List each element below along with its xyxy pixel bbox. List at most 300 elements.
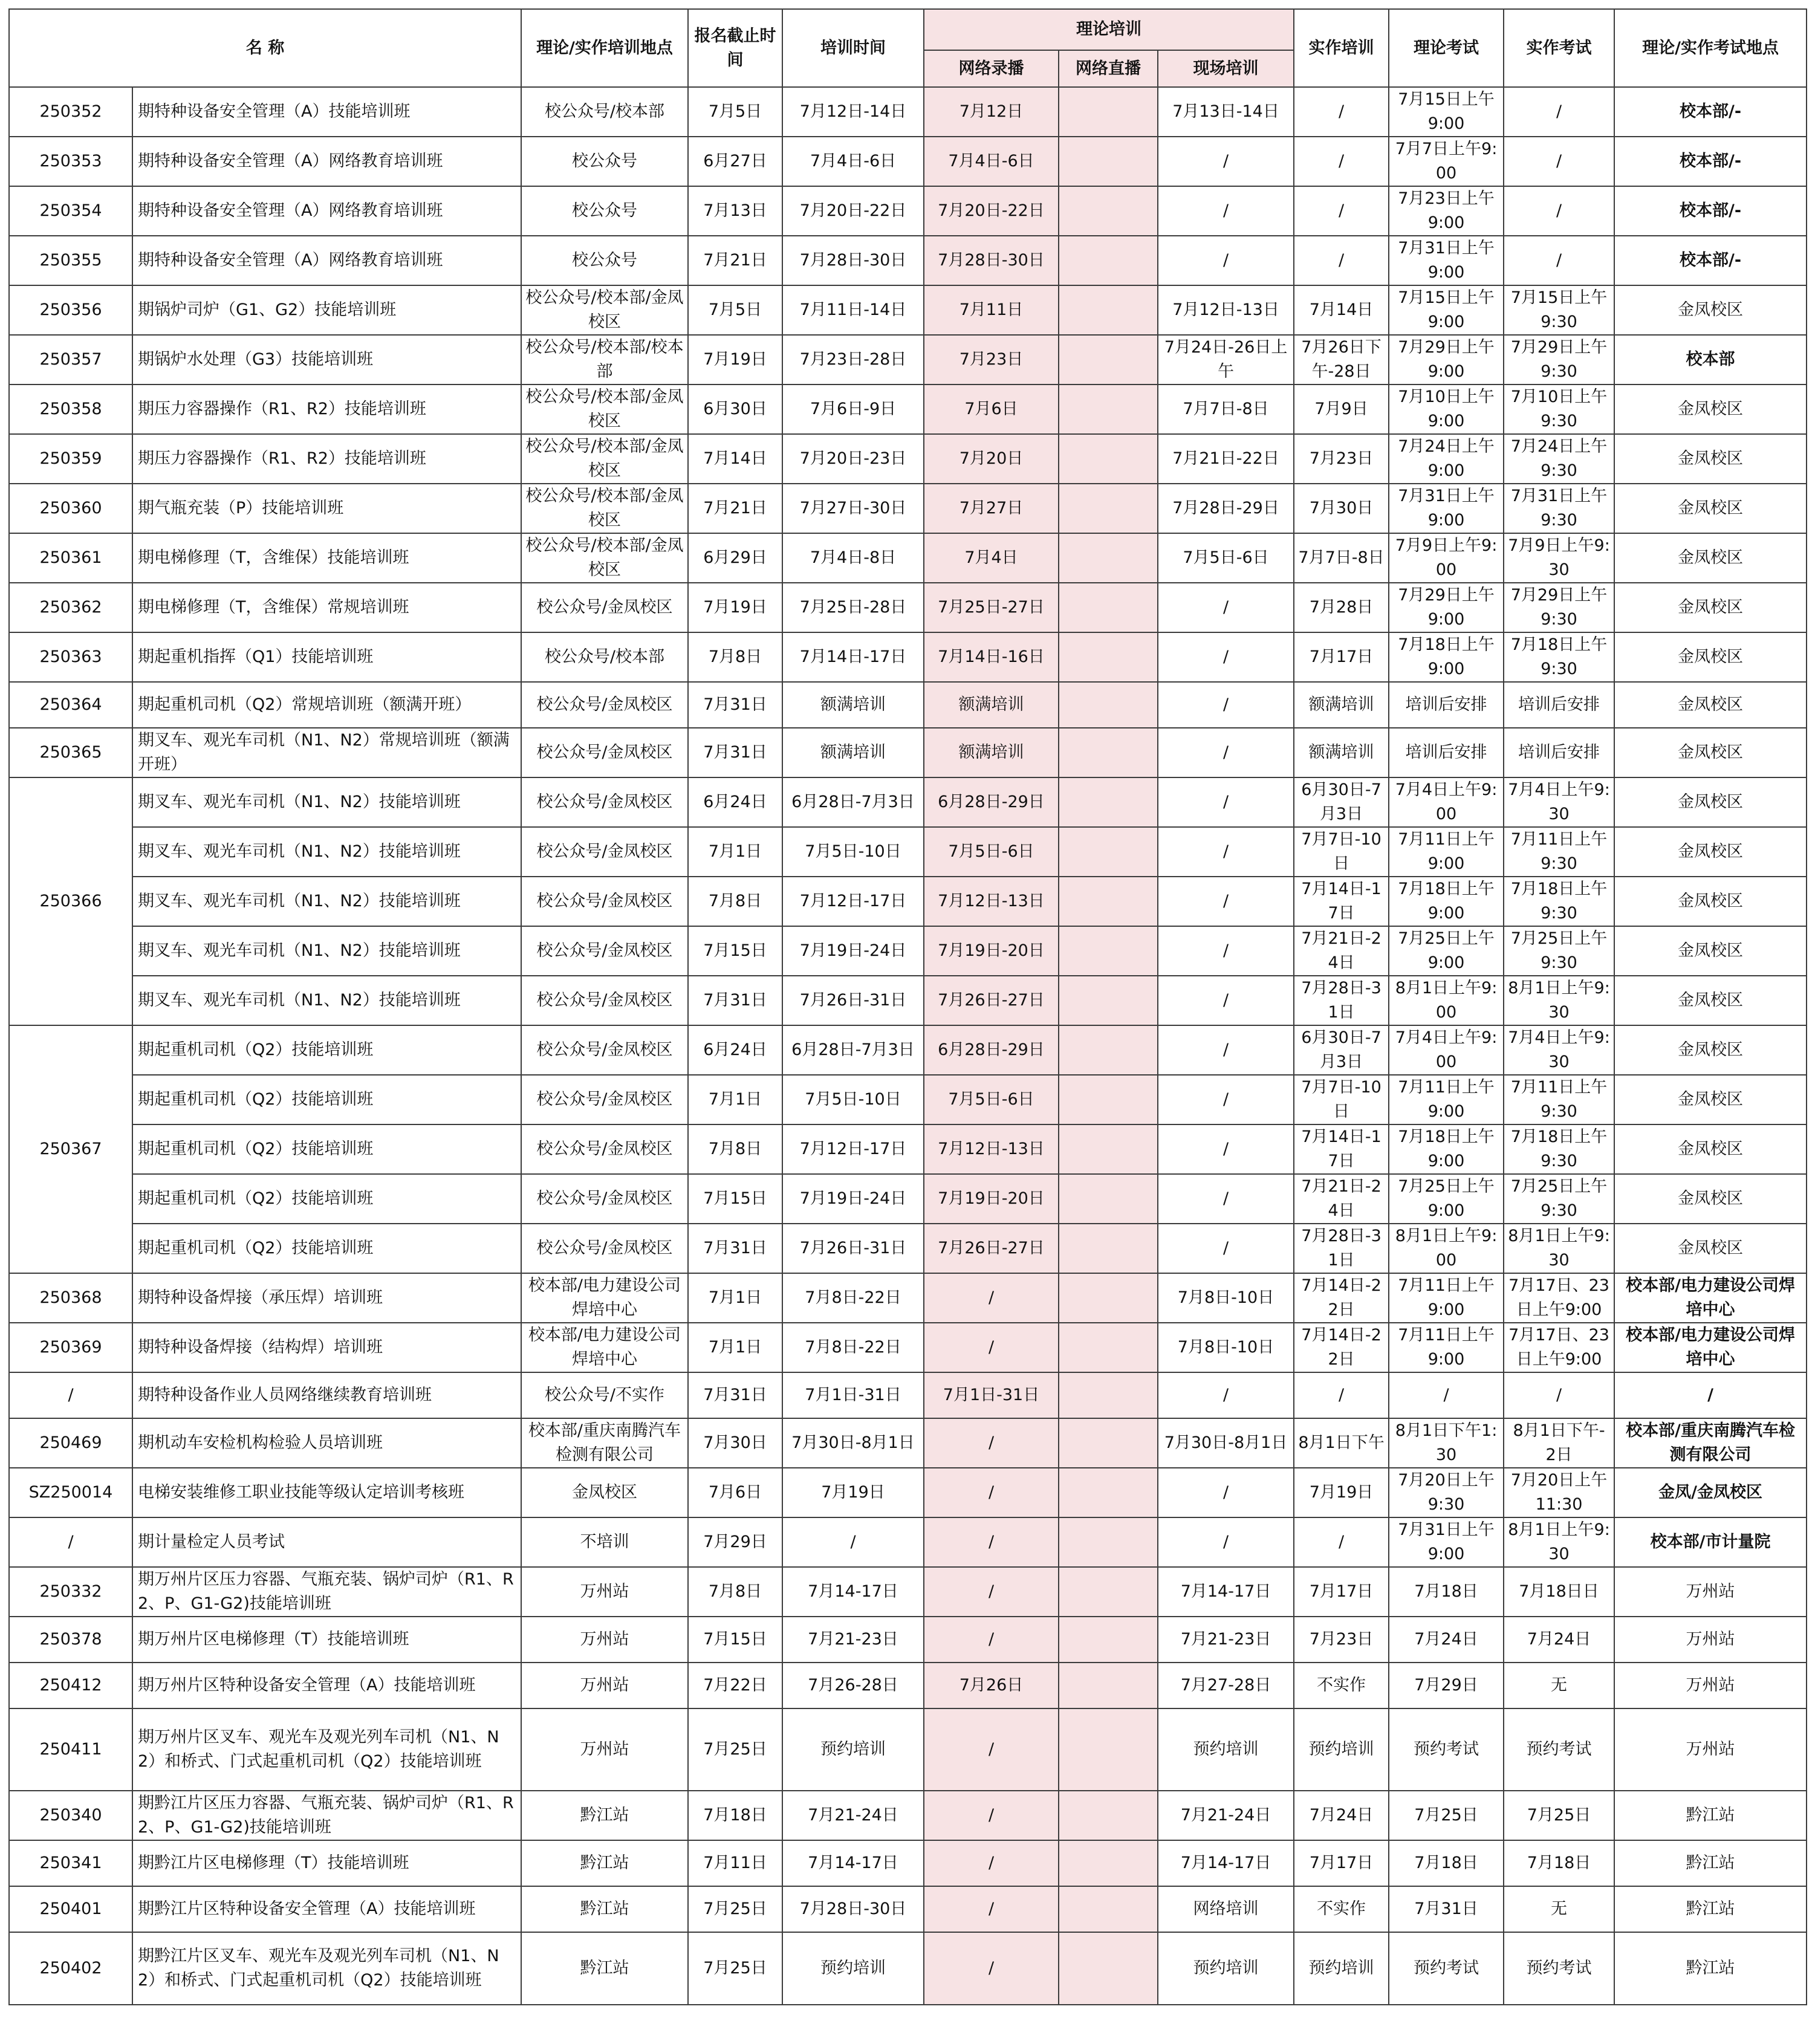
cell-online-recorded: 7月4日-6日 [924,137,1059,186]
cell-practical-training: 7月28日 [1294,583,1389,632]
cell-online-live [1059,87,1158,137]
cell-online-live [1059,1517,1158,1567]
cell-deadline: 7月25日 [688,1886,782,1932]
cell-deadline: 7月21日 [688,484,782,533]
cell-code: 250360 [9,484,132,533]
table-row [9,533,1807,583]
cell-online-recorded: 7月5日-6日 [924,827,1059,877]
cell-onsite: 7月27-28日 [1158,1663,1294,1708]
cell-theory-exam: 7月31日上午9:00 [1389,1517,1504,1567]
cell-name: 期万州片区电梯修理（T）技能培训班 [132,1617,521,1663]
cell-onsite: 7月13日-14日 [1158,87,1294,137]
cell-train-time: 6月28日-7月3日 [782,1025,924,1075]
cell-name: 期起重机司机（Q2）技能培训班 [132,1025,521,1075]
table-row [9,87,1807,137]
cell-theory-exam: 培训后安排 [1389,728,1504,777]
cell-online-live [1059,632,1158,682]
cell-online-live [1059,1932,1158,2005]
cell-theory-exam: 7月11日上午9:00 [1389,1075,1504,1124]
cell-practical-training: 预约培训 [1294,1932,1389,2005]
cell-deadline: 7月8日 [688,1124,782,1174]
cell-train-time: 7月19日-24日 [782,926,924,976]
cell-online-live [1059,137,1158,186]
cell-name: 期特种设备焊接（结构焊）培训班 [132,1323,521,1372]
cell-location: 万州站 [521,1617,688,1663]
cell-practical-exam: 7月11日上午9:30 [1504,827,1614,877]
cell-practical-training: 7月17日 [1294,632,1389,682]
cell-onsite: / [1158,1124,1294,1174]
cell-practical-exam: 7月11日上午9:30 [1504,1075,1614,1124]
cell-practical-training: 7月19日 [1294,1468,1389,1517]
cell-online-live [1059,682,1158,728]
cell-onsite: 7月7日-8日 [1158,384,1294,434]
table-row [9,728,1807,777]
cell-practical-training: / [1294,186,1389,236]
cell-online-recorded: 7月12日-13日 [924,877,1059,926]
table-row [9,1418,1807,1468]
table-body [9,87,1807,2005]
cell-online-recorded: 6月28日-29日 [924,1025,1059,1075]
cell-practical-exam: 7月24日 [1504,1617,1614,1663]
cell-name: 期起重机司机（Q2）技能培训班 [132,1174,521,1224]
cell-train-time: 7月28日-30日 [782,236,924,285]
cell-code: 250412 [9,1663,132,1708]
cell-practical-training: 6月30日-7月3日 [1294,777,1389,827]
cell-theory-exam: 7月4日上午9:00 [1389,1025,1504,1075]
cell-onsite: 7月21-23日 [1158,1617,1294,1663]
cell-onsite: / [1158,976,1294,1025]
cell-deadline: 7月14日 [688,434,782,484]
cell-theory-exam: 7月29日上午9:00 [1389,583,1504,632]
cell-code: 250356 [9,285,132,335]
table-row [9,1840,1807,1886]
cell-deadline: 6月30日 [688,384,782,434]
cell-online-live [1059,583,1158,632]
cell-online-live [1059,484,1158,533]
table-row [9,682,1807,728]
cell-theory-exam: 8月1日上午9:00 [1389,976,1504,1025]
cell-train-time: 7月14-17日 [782,1840,924,1886]
cell-location: 万州站 [521,1708,688,1791]
cell-location: 校公众号 [521,137,688,186]
table-row [9,285,1807,335]
cell-name: 期叉车、观光车司机（N1、N2）技能培训班 [132,877,521,926]
cell-code: 250363 [9,632,132,682]
cell-code: 250352 [9,87,132,137]
cell-location: 校公众号/校本部 [521,632,688,682]
cell-online-recorded: 7月20日 [924,434,1059,484]
cell-onsite: 7月14-17日 [1158,1840,1294,1886]
cell-theory-exam: 7月25日上午9:00 [1389,1174,1504,1224]
cell-train-time: / [782,1517,924,1567]
cell-exam-location: 金凤校区 [1614,583,1807,632]
cell-exam-location: 金凤校区 [1614,976,1807,1025]
header-exam-location: 理论/实作考试地点 [1614,9,1807,87]
table-row [9,1468,1807,1517]
cell-practical-exam: 培训后安排 [1504,682,1614,728]
cell-deadline: 7月1日 [688,1323,782,1372]
cell-exam-location: 万州站 [1614,1708,1807,1791]
cell-online-live [1059,1617,1158,1663]
cell-location: 校公众号/校本部/校本部 [521,335,688,384]
cell-exam-location: 校本部 [1614,335,1807,384]
cell-theory-exam: 7月31日上午9:00 [1389,236,1504,285]
cell-name: 期黔江片区特种设备安全管理（A）技能培训班 [132,1886,521,1932]
cell-name: 期特种设备安全管理（A）网络教育培训班 [132,137,521,186]
cell-code: 250365 [9,728,132,777]
cell-online-recorded: 7月19日-20日 [924,1174,1059,1224]
cell-train-time: 预约培训 [782,1932,924,2005]
cell-theory-exam: 7月20日上午9:30 [1389,1468,1504,1517]
cell-online-recorded: / [924,1418,1059,1468]
cell-onsite: 7月30日-8月1日 [1158,1418,1294,1468]
cell-code: 250361 [9,533,132,583]
cell-onsite: / [1158,777,1294,827]
cell-location: 校公众号/金凤校区 [521,827,688,877]
cell-onsite: / [1158,186,1294,236]
cell-online-recorded: 7月19日-20日 [924,926,1059,976]
cell-location: 黔江站 [521,1886,688,1932]
cell-code: 250357 [9,335,132,384]
cell-online-recorded: 7月14日-16日 [924,632,1059,682]
cell-theory-exam: 7月18日上午9:00 [1389,632,1504,682]
cell-train-time: 预约培训 [782,1708,924,1791]
cell-code: / [9,1517,132,1567]
cell-exam-location: 黔江站 [1614,1932,1807,2005]
cell-online-live [1059,1663,1158,1708]
table-row [9,877,1807,926]
cell-deadline: 7月31日 [688,1224,782,1273]
cell-onsite: / [1158,1075,1294,1124]
cell-deadline: 7月15日 [688,1617,782,1663]
cell-online-live [1059,186,1158,236]
cell-location: 金凤校区 [521,1468,688,1517]
cell-location: 校公众号 [521,186,688,236]
cell-code: 250362 [9,583,132,632]
cell-name: 期万州片区特种设备安全管理（A）技能培训班 [132,1663,521,1708]
cell-practical-exam: 8月1日上午9:30 [1504,1224,1614,1273]
table-row [9,583,1807,632]
cell-location: 校公众号/金凤校区 [521,976,688,1025]
cell-deadline: 7月31日 [688,976,782,1025]
header-train-time: 培训时间 [782,9,924,87]
cell-practical-exam: 7月4日上午9:30 [1504,1025,1614,1075]
cell-deadline: 7月6日 [688,1468,782,1517]
table-row [9,1517,1807,1567]
cell-exam-location: 黔江站 [1614,1840,1807,1886]
cell-online-live [1059,1273,1158,1323]
cell-name: 期压力容器操作（R1、R2）技能培训班 [132,384,521,434]
cell-deadline: 7月13日 [688,186,782,236]
cell-exam-location: 金凤校区 [1614,1025,1807,1075]
cell-practical-exam: / [1504,236,1614,285]
cell-train-time: 6月28日-7月3日 [782,777,924,827]
cell-practical-training: 7月14日-22日 [1294,1323,1389,1372]
cell-onsite: / [1158,1517,1294,1567]
cell-location: 校本部/电力建设公司焊培中心 [521,1273,688,1323]
cell-onsite: / [1158,728,1294,777]
cell-practical-exam: 7月31日上午9:30 [1504,484,1614,533]
cell-online-recorded: 7月23日 [924,335,1059,384]
cell-practical-exam: / [1504,186,1614,236]
cell-deadline: 6月24日 [688,777,782,827]
cell-train-time: 7月26-28日 [782,1663,924,1708]
cell-name: 期特种设备安全管理（A）网络教育培训班 [132,236,521,285]
cell-train-time: 7月14-17日 [782,1567,924,1617]
cell-deadline: 7月25日 [688,1708,782,1791]
cell-deadline: 7月8日 [688,877,782,926]
cell-practical-exam: / [1504,1372,1614,1418]
cell-online-recorded: 7月1日-31日 [924,1372,1059,1418]
cell-location: 校公众号/校本部/金凤校区 [521,484,688,533]
cell-name: 期叉车、观光车司机（N1、N2）技能培训班 [132,827,521,877]
cell-deadline: 7月29日 [688,1517,782,1567]
table-row [9,236,1807,285]
cell-deadline: 7月22日 [688,1663,782,1708]
cell-practical-training: 7月28日-31日 [1294,1224,1389,1273]
cell-onsite: / [1158,682,1294,728]
cell-practical-exam: / [1504,87,1614,137]
cell-exam-location: 金凤校区 [1614,1075,1807,1124]
cell-name: 期万州片区压力容器、气瓶充装、锅炉司炉（R1、R2、P、G1-G2)技能培训班 [132,1567,521,1617]
cell-online-live [1059,1418,1158,1468]
cell-name: 期起重机司机（Q2）常规培训班（额满开班） [132,682,521,728]
cell-online-live [1059,827,1158,877]
cell-practical-training: / [1294,87,1389,137]
cell-train-time: 7月23日-28日 [782,335,924,384]
cell-name: 期电梯修理（T，含维保）技能培训班 [132,533,521,583]
cell-exam-location: 黔江站 [1614,1791,1807,1840]
cell-code: 250355 [9,236,132,285]
cell-practical-training: 7月9日 [1294,384,1389,434]
cell-online-recorded: 7月20日-22日 [924,186,1059,236]
cell-code: 250367 [9,1025,132,1273]
table-row [9,186,1807,236]
cell-exam-location: 金凤校区 [1614,827,1807,877]
cell-code: 250402 [9,1932,132,2005]
cell-exam-location: 校本部/电力建设公司焊培中心 [1614,1323,1807,1372]
table-row [9,926,1807,976]
cell-exam-location: 金凤校区 [1614,285,1807,335]
cell-exam-location: 校本部/重庆南腾汽车检测有限公司 [1614,1418,1807,1468]
table-row [9,1224,1807,1273]
cell-exam-location: 金凤校区 [1614,1224,1807,1273]
cell-onsite: / [1158,632,1294,682]
cell-exam-location: 金凤校区 [1614,877,1807,926]
cell-onsite: / [1158,1174,1294,1224]
cell-onsite: 7月14-17日 [1158,1567,1294,1617]
cell-location: 校公众号/不实作 [521,1372,688,1418]
cell-practical-exam: 7月20日上午11:30 [1504,1468,1614,1517]
cell-exam-location: 金凤校区 [1614,777,1807,827]
cell-exam-location: 金凤校区 [1614,682,1807,728]
cell-train-time: 额满培训 [782,682,924,728]
cell-deadline: 7月11日 [688,1840,782,1886]
cell-train-time: 7月12日-17日 [782,877,924,926]
cell-name: 期气瓶充装（P）技能培训班 [132,484,521,533]
cell-practical-training: 7月17日 [1294,1567,1389,1617]
cell-online-live [1059,434,1158,484]
cell-practical-training: 7月7日-8日 [1294,533,1389,583]
cell-online-recorded: / [924,1840,1059,1886]
cell-practical-training: 7月7日-10日 [1294,1075,1389,1124]
cell-deadline: 7月1日 [688,827,782,877]
cell-exam-location: 金凤校区 [1614,632,1807,682]
cell-location: 校公众号/金凤校区 [521,1174,688,1224]
cell-train-time: 7月20日-22日 [782,186,924,236]
cell-train-time: 7月11日-14日 [782,285,924,335]
cell-train-time: 7月25日-28日 [782,583,924,632]
cell-online-recorded: 6月28日-29日 [924,777,1059,827]
cell-location: 万州站 [521,1567,688,1617]
cell-deadline: 7月8日 [688,1567,782,1617]
cell-online-live [1059,1124,1158,1174]
cell-exam-location: 校本部/- [1614,137,1807,186]
cell-theory-exam: 7月31日上午9:00 [1389,484,1504,533]
cell-onsite: / [1158,236,1294,285]
cell-deadline: 7月8日 [688,632,782,682]
cell-theory-exam: 7月31日 [1389,1886,1504,1932]
cell-practical-exam: / [1504,137,1614,186]
cell-practical-exam: 7月18日上午9:30 [1504,1124,1614,1174]
cell-location: 校公众号/金凤校区 [521,1025,688,1075]
cell-code: 250340 [9,1791,132,1840]
cell-name: 期叉车、观光车司机（N1、N2）技能培训班 [132,976,521,1025]
cell-location: 校公众号/金凤校区 [521,728,688,777]
cell-online-recorded: 7月4日 [924,533,1059,583]
cell-exam-location: 金凤校区 [1614,484,1807,533]
cell-onsite: 7月21日-22日 [1158,434,1294,484]
cell-name: 期黔江片区压力容器、气瓶充装、锅炉司炉（R1、R2、P、G1-G2)技能培训班 [132,1791,521,1840]
cell-name: 期万州片区叉车、观光车及观光列车司机（N1、N2）和桥式、门式起重机司机（Q2）技能培训班 [132,1708,521,1791]
cell-practical-exam: 7月18日上午9:30 [1504,632,1614,682]
cell-online-recorded: / [924,1932,1059,2005]
cell-code: 250358 [9,384,132,434]
cell-train-time: 7月8日-22日 [782,1273,924,1323]
cell-train-time: 7月12日-17日 [782,1124,924,1174]
cell-name: 期特种设备焊接（承压焊）培训班 [132,1273,521,1323]
cell-exam-location: 金凤校区 [1614,1124,1807,1174]
cell-theory-exam: 7月29日 [1389,1663,1504,1708]
cell-practical-exam: 7月17日、23日上午9:00 [1504,1323,1614,1372]
table-row [9,1372,1807,1418]
cell-practical-training: 7月14日-17日 [1294,877,1389,926]
cell-online-live [1059,1791,1158,1840]
cell-online-recorded: / [924,1708,1059,1791]
cell-onsite: / [1158,137,1294,186]
cell-practical-training: / [1294,137,1389,186]
cell-exam-location: 校本部/电力建设公司焊培中心 [1614,1273,1807,1323]
cell-practical-exam: 7月25日 [1504,1791,1614,1840]
table-row [9,1886,1807,1932]
cell-practical-training: 7月28日-31日 [1294,976,1389,1025]
cell-train-time: 7月19日 [782,1468,924,1517]
cell-practical-training: 不实作 [1294,1886,1389,1932]
cell-online-recorded: / [924,1886,1059,1932]
cell-online-live [1059,1708,1158,1791]
cell-name: 期叉车、观光车司机（N1、N2）技能培训班 [132,777,521,827]
cell-train-time: 7月12日-14日 [782,87,924,137]
cell-online-live [1059,1840,1158,1886]
cell-theory-exam: 预约考试 [1389,1708,1504,1791]
cell-name: 期特种设备安全管理（A）网络教育培训班 [132,186,521,236]
cell-name: 期起重机司机（Q2）技能培训班 [132,1075,521,1124]
table-row [9,484,1807,533]
cell-exam-location: 万州站 [1614,1617,1807,1663]
table-row [9,1708,1807,1791]
cell-onsite: / [1158,1372,1294,1418]
cell-online-recorded: 7月26日 [924,1663,1059,1708]
cell-deadline: 7月31日 [688,1372,782,1418]
cell-train-time: 7月27日-30日 [782,484,924,533]
cell-practical-training: 7月17日 [1294,1840,1389,1886]
cell-theory-exam: 8月1日下午1:30 [1389,1418,1504,1468]
cell-deadline: 7月19日 [688,583,782,632]
cell-code: 250369 [9,1323,132,1372]
cell-location: 校公众号/金凤校区 [521,1124,688,1174]
cell-deadline: 7月5日 [688,285,782,335]
cell-theory-exam: 7月24日 [1389,1617,1504,1663]
cell-name: 期起重机司机（Q2）技能培训班 [132,1124,521,1174]
cell-train-time: 7月26日-31日 [782,1224,924,1273]
cell-online-recorded: / [924,1617,1059,1663]
cell-online-live [1059,877,1158,926]
cell-practical-exam: 7月29日上午9:30 [1504,335,1614,384]
cell-practical-exam: 7月9日上午9:30 [1504,533,1614,583]
cell-online-live [1059,1224,1158,1273]
cell-train-time: 7月4日-8日 [782,533,924,583]
cell-theory-exam: 7月24日上午9:00 [1389,434,1504,484]
header-practical-exam: 实作考试 [1504,9,1614,87]
cell-code: 250354 [9,186,132,236]
cell-name: 期叉车、观光车司机（N1、N2）常规培训班（额满开班） [132,728,521,777]
cell-theory-exam: 7月29日上午9:00 [1389,335,1504,384]
cell-online-live [1059,926,1158,976]
cell-onsite: 预约培训 [1158,1708,1294,1791]
cell-practical-exam: 7月17日、23日上午9:00 [1504,1273,1614,1323]
cell-train-time: 7月19日-24日 [782,1174,924,1224]
cell-practical-training: 7月24日 [1294,1791,1389,1840]
cell-train-time: 7月21-23日 [782,1617,924,1663]
cell-online-live [1059,236,1158,285]
cell-name: 电梯安装维修工职业技能等级认定培训考核班 [132,1468,521,1517]
cell-name: 期黔江片区电梯修理（T）技能培训班 [132,1840,521,1886]
cell-code: 250366 [9,777,132,1025]
cell-onsite: / [1158,827,1294,877]
cell-name: 期特种设备作业人员网络继续教育培训班 [132,1372,521,1418]
cell-location: 校本部/重庆南腾汽车检测有限公司 [521,1418,688,1468]
cell-location: 校公众号/金凤校区 [521,682,688,728]
table-row [9,1075,1807,1124]
table-row [9,1174,1807,1224]
cell-practical-training: 7月14日-17日 [1294,1124,1389,1174]
table-row [9,1124,1807,1174]
cell-name: 期起重机指挥（Q1）技能培训班 [132,632,521,682]
header-theory-exam: 理论考试 [1389,9,1504,87]
cell-online-recorded: 7月26日-27日 [924,1224,1059,1273]
cell-onsite: 7月5日-6日 [1158,533,1294,583]
cell-online-live [1059,1468,1158,1517]
cell-practical-training: 预约培训 [1294,1708,1389,1791]
cell-online-recorded: 7月27日 [924,484,1059,533]
cell-onsite: 7月24日-26日上午 [1158,335,1294,384]
cell-train-time: 7月21-24日 [782,1791,924,1840]
cell-code: 250353 [9,137,132,186]
cell-online-recorded: 额满培训 [924,728,1059,777]
training-schedule-table [8,8,1807,2005]
cell-location: 校本部/电力建设公司焊培中心 [521,1323,688,1372]
header-theory-training: 理论培训 [924,9,1294,50]
